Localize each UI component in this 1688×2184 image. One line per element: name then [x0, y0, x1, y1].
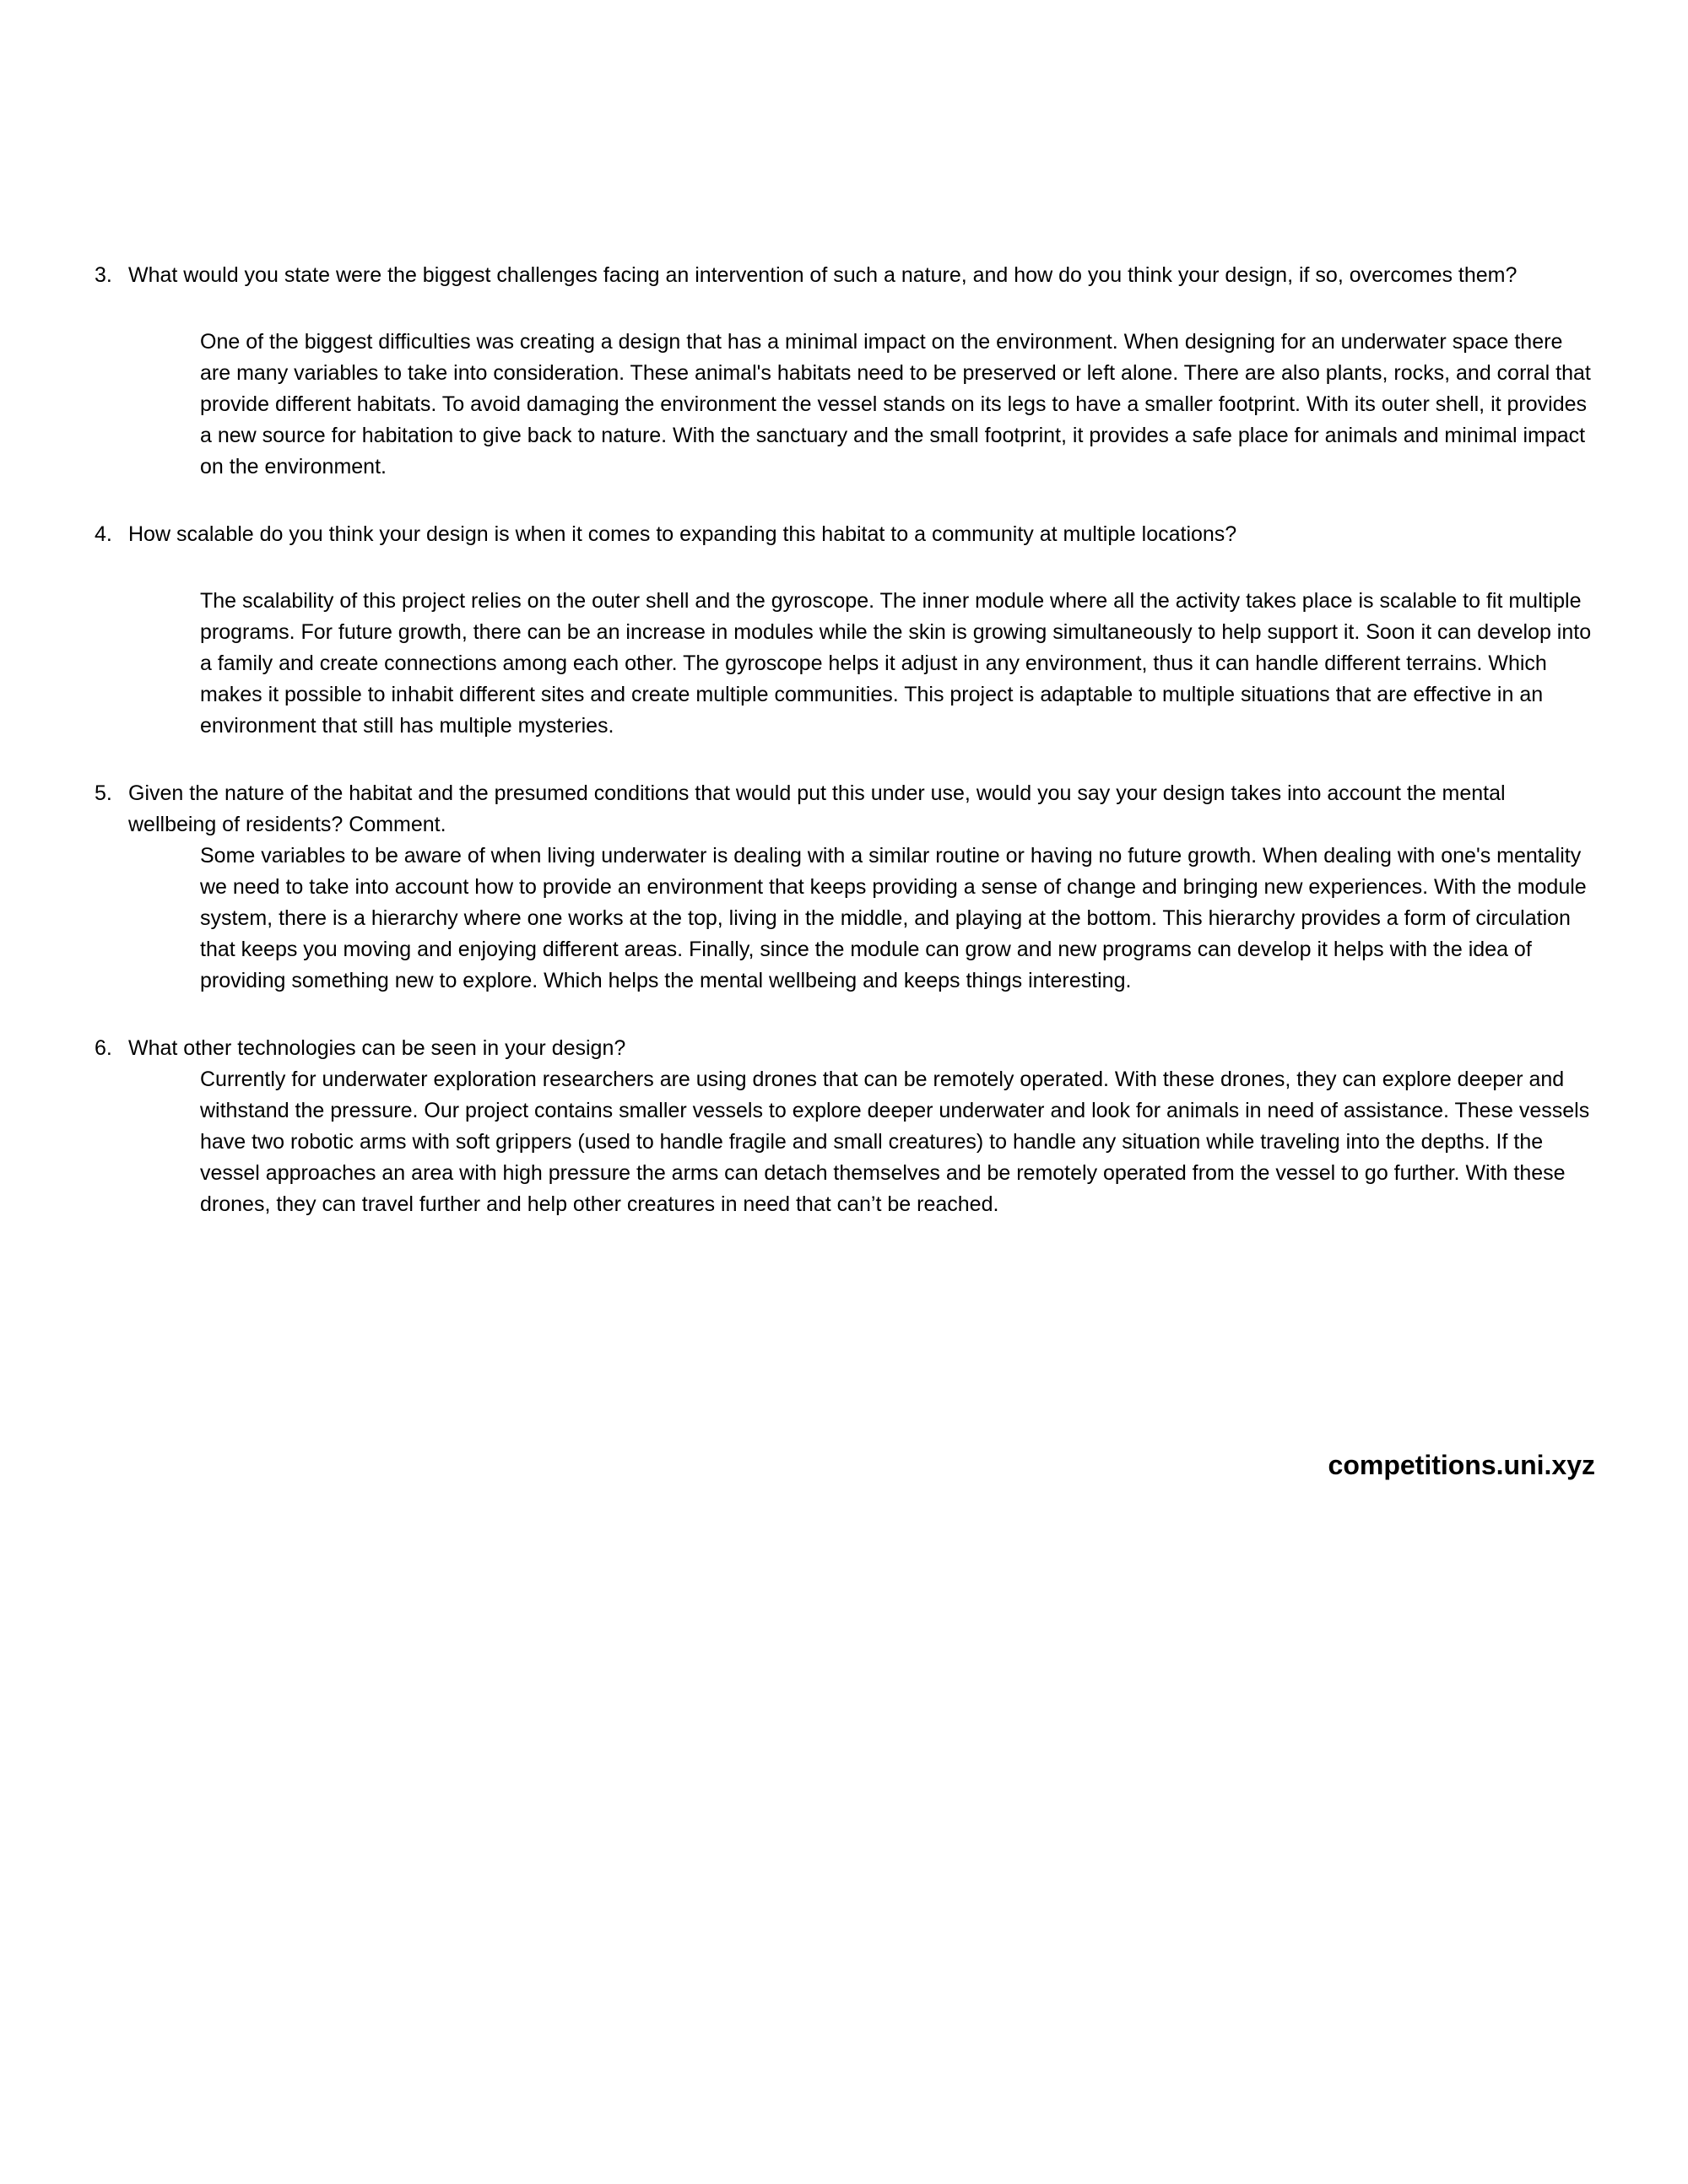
qa-item-5 [95, 778, 1604, 997]
question-number: 5. [95, 781, 112, 805]
qa-item-6 [95, 1033, 1604, 1220]
question-text: What would you state were the biggest challenges facing an intervention of such a nature, and how do you think your design, if so, overcomes them? [128, 263, 1518, 287]
answer-6: Currently for underwater exploration researchers are using drones that can be remotely operated. With these drones, they can explore deeper and withstand the pressure. Our project contains smaller vessels to explore deeper underwater and look for animals in need of assistance. These vessels have two robotic arms with soft grippers (used to handle fragile and small creatures) to handle any situation while traveling into the depths. If the vessel approaches an area with high pressure the arms can detach themselves and be remotely operated from the vessel to go further. With these drones, they can travel further and help other creatures in need that can’t be reached. [200, 1068, 1590, 1216]
question-6 [95, 1033, 1604, 1064]
question-text: Given the nature of the habitat and the presumed conditions that would put this under use, would you say your design takes into account the mental wellbeing of residents? Comment. [128, 781, 1506, 836]
question-text: What other technologies can be seen in your design? [128, 1036, 626, 1060]
question-text: How scalable do you think your design is when it comes to expanding this habitat to a community at multiple locations? [128, 522, 1237, 546]
footer-url: competitions.uni.xyz [1328, 1450, 1595, 1480]
question-5 [95, 778, 1604, 841]
qa-item-3 [95, 260, 1604, 483]
answer-3: One of the biggest difficulties was creating a design that has a minimal impact on the environment. When designing for an underwater space there are many variables to take into consideration. These animal's habitats need to be preserved or left alone. There are also plants, rocks, and corral that provide different habitats. To avoid damaging the environment the vessel stands on its legs to have a smaller footprint. With its outer shell, it provides a new source for habitation to give back to nature. With the sanctuary and the small footprint, it provides a safe place for animals and minimal impact on the environment. [200, 330, 1591, 478]
question-number: 6. [95, 1036, 112, 1060]
question-number: 4. [95, 522, 112, 546]
question-4 [95, 519, 1604, 550]
qa-content [95, 260, 1604, 1220]
answer-5: Some variables to be aware of when living underwater is dealing with a similar routine or having no future growth. When dealing with one's mentality we need to take into account how to provide an environment that keeps providing a sense of change and bringing new experiences. With the module system, there is a hierarchy where one works at the top, living in the middle, and playing at the bottom. This hierarchy provides a form of circulation that keeps you moving and enjoying different areas. Finally, since the module can grow and new programs can develop it helps with the idea of providing something new to explore. Which helps the mental wellbeing and keeps things interesting. [200, 844, 1587, 992]
question-3 [95, 260, 1604, 291]
answer-4: The scalability of this project relies on the outer shell and the gyroscope. The inner module where all the activity takes place is scalable to fit multiple programs. For future growth, there can be an increase in modules while the skin is growing simultaneously to help support it. Soon it can develop into a family and create connections among each other. The gyroscope helps it adjust in any environment, thus it can handle different terrains. Which makes it possible to inhabit different sites and create multiple communities. This project is adaptable to multiple situations that are effective in an environment that still has multiple mysteries. [200, 589, 1592, 738]
question-number: 3. [95, 263, 112, 287]
qa-item-4 [95, 519, 1604, 742]
